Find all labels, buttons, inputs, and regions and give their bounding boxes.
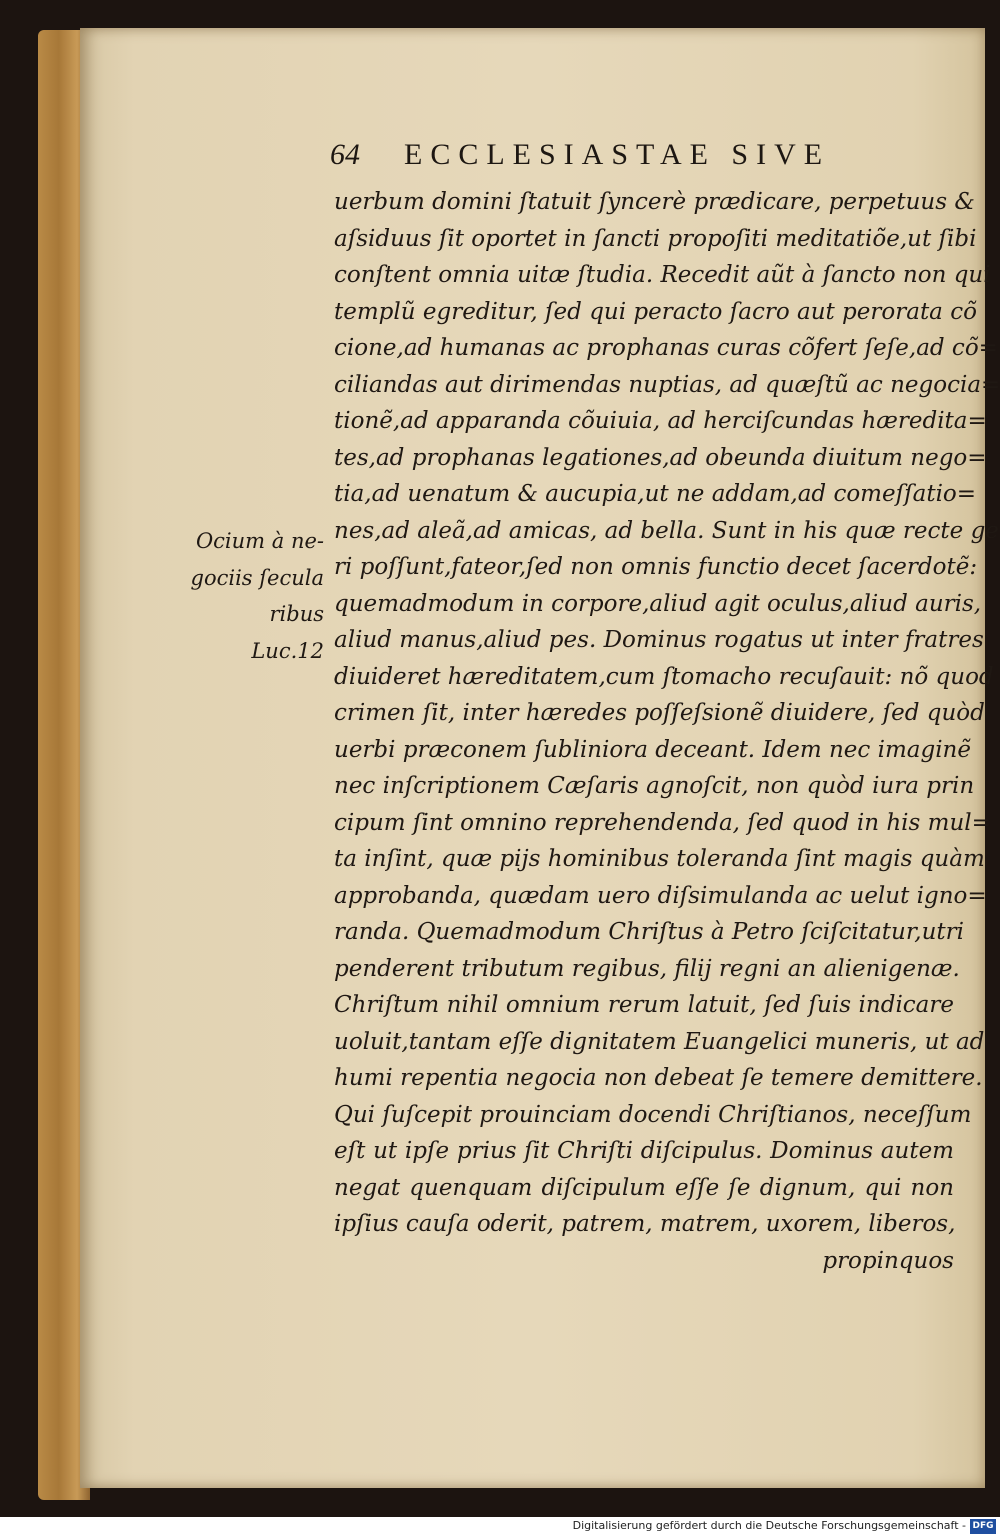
- text-line: cipum ſint omnino reprehendenda, ſed quod in his mul=: [334, 809, 991, 836]
- running-head: ECCLESIASTAE SIVE: [404, 138, 831, 171]
- text-line: Qui ſuſcepit prouinciam docendi Chriſtianos, neceſſum: [334, 1101, 972, 1128]
- text-line: ri poſſunt,fateor,ſed non omnis functio decet ſacerdotẽ:: [334, 554, 978, 580]
- text-line: tionẽ,ad apparanda cõuiuia, ad herciſcundas hæredita=: [334, 408, 987, 434]
- page-header: [330, 138, 890, 178]
- main-text-block: [334, 184, 1000, 1279]
- text-line: tia,ad uenatum & aucupia,ut ne addam,ad comeſſatio=: [334, 481, 977, 507]
- text-line: uoluit,tantam eſſe dignitatem Euangelici muneris, ut ad: [334, 1028, 985, 1055]
- text-line: templũ egreditur, ſed qui peracto ſacro aut perorata cõ: [334, 298, 977, 325]
- text-line: randa. Quemadmodum Chriſtus à Petro ſciſcitatur,utri: [334, 919, 965, 945]
- text-line: approbanda, quædam uero diſsimulanda ac uelut igno=: [334, 882, 987, 909]
- footer-bar: [0, 1517, 1000, 1537]
- footer-credit: Digitalisierung gefördert durch die Deutsche Forschungsgemeinschaft -: [572, 1519, 966, 1532]
- margin-note-reference: Luc.12: [251, 638, 324, 663]
- margin-notes: [182, 523, 324, 669]
- text-line: penderent tributum regibus, filij regni an alienigenæ.: [334, 955, 960, 982]
- text-line: Chriſtum nihil omnium rerum latuit, ſed ſuis indicare: [334, 992, 954, 1018]
- text-line: aſsiduus ſit oportet in ſancti propoſiti meditatiõe,ut ſibi: [334, 225, 977, 252]
- text-line: eſt ut ipſe prius ſit Chriſti diſcipulus. Dominus autem: [334, 1138, 954, 1164]
- text-line: cione,ad humanas ac prophanas curas cõfert ſeſe,ad cõ=: [334, 335, 998, 361]
- text-line: quemadmodum in corpore,aliud agit oculus,aliud auris,: [334, 590, 982, 617]
- text-line: uerbum domini ſtatuit ſyncerè prædicare, perpetuus &: [334, 189, 975, 215]
- text-line: ipſius cauſa oderit, patrem, matrem, uxorem, liberos,: [334, 1211, 956, 1237]
- text-line: humi repentia negocia non debeat ſe temere demittere.: [334, 1065, 983, 1091]
- text-line: aliud manus,aliud pes. Dominus rogatus ut inter fratres: [334, 627, 984, 653]
- text-line: conſtent omnia uitæ ſtudia. Recedit aũt à ſancto non qui: [334, 262, 991, 288]
- text-line: nec inſcriptionem Cæſaris agnoſcit, non quòd iura prin: [334, 773, 975, 799]
- text-line: ciliandas aut dirimendas nuptias, ad quæſtũ ac negocia=: [334, 371, 1000, 398]
- catchword: propinquos: [822, 1247, 954, 1274]
- dfg-logo-icon: DFG: [970, 1519, 996, 1534]
- margin-note-line: gociis ſecula: [190, 565, 324, 590]
- text-line: crimen ſit, inter hæredes poſſeſsionẽ diuidere, ſed quòd: [334, 700, 985, 726]
- margin-note-line: ribus: [269, 602, 324, 626]
- margin-note-line: Ocium à ne-: [195, 529, 324, 553]
- text-line: uerbi præconem ſubliniora deceant. Idem nec imaginẽ: [334, 736, 971, 763]
- text-line: nes,ad aleã,ad amicas, ad bella. Sunt in his quæ recte ge: [334, 517, 999, 544]
- page-number: 64: [330, 138, 360, 171]
- text-line: tes,ad prophanas legationes,ad obeunda diuitum nego=: [334, 444, 987, 471]
- text-line: diuideret hæreditatem,cum ſtomacho recuſauit: nõ quod: [334, 663, 994, 690]
- text-line: ta inſint, quæ pijs hominibus toleranda ſint magis quàm: [334, 846, 985, 872]
- text-line: negat quenquam diſcipulum eſſe ſe dignum, qui non: [334, 1174, 954, 1201]
